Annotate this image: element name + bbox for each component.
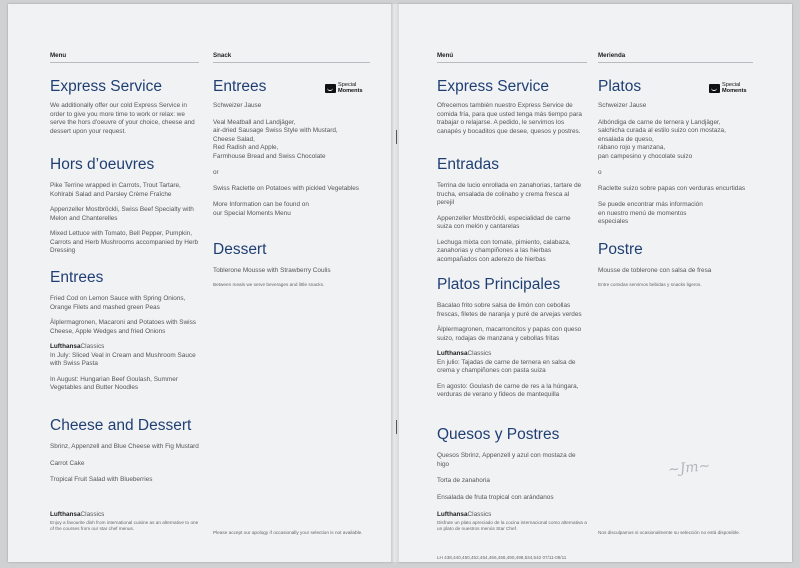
snack-note: Entre comidas servimos bebidas y snacks ligeros. — [598, 281, 702, 287]
section-postre — [598, 241, 763, 288]
column-header-menu-es: Menú — [437, 52, 454, 59]
menu-item: En agosto: Goulash de carne de res a la húngara, verduras de verano y fideos de mantequilla — [437, 382, 579, 398]
snack-more-info: More Information can be found on our Special Moments Menu — [213, 201, 309, 217]
section-snack-dessert — [213, 241, 373, 288]
section-entrees — [50, 269, 200, 393]
special-moments-badge: Special Moments — [325, 82, 363, 94]
section-express-service — [50, 78, 200, 136]
footer-classics-note-es — [437, 511, 592, 532]
menu-item: Mixed Lettuce with Tomato, Bell Pepper, Pumpkin, Carrots and Herb Mushrooms accompanied by Herb Dressing — [50, 230, 199, 254]
section-title: Express Service — [50, 78, 162, 95]
menu-item: Sbrinz, Appenzell and Blue Cheese with Fig Mustard — [50, 443, 199, 450]
section-express-service-es — [437, 78, 587, 136]
snack-line: ensalada de queso, — [598, 135, 654, 143]
snack-more-info: Se puede encontrar más información en nuestro menú de momentos especiales — [598, 201, 703, 225]
snack-or: or — [213, 169, 219, 176]
menu-item: Quesos Sbrinz, Appenzell y azul con mostaza de higo — [437, 452, 576, 468]
footer-classics-note — [50, 511, 200, 532]
menu-item: Appenzeller Mostbröckli, Swiss Beef Specialty with Melon and Chanterelles — [50, 206, 194, 222]
menu-item: Torta de zanahoria — [437, 477, 490, 484]
binding-mark — [396, 130, 401, 144]
snack-line: Red Radish and Apple, — [213, 144, 279, 151]
section-text: Ofrecemos también nuestro Express Service de comida fría, para que usted tenga más tiempo para trabajar o relajarse. A pedido, le servimos los canapés y bocaditos que desee, quesos y postres. — [437, 102, 582, 135]
menu-item: Älplermagronen, macarroncitos y papas con queso suizo, rodajas de manzana y cebollas fritas — [437, 326, 582, 342]
menu-item: In July: Sliced Veal in Cream and Mushroom Sauce with Swiss Pasta — [50, 351, 196, 367]
snack-line: salchicha curada al estilo suizo con mostaza, — [598, 127, 726, 134]
snack-line: Veal Meatball and Landjäger, — [213, 118, 296, 126]
section-entradas — [437, 156, 587, 264]
menu-item: Ensalada de fruta tropical con arándanos — [437, 493, 554, 501]
section-title: Hors d’oeuvres — [50, 156, 155, 173]
menu-item: Älplermagronen, Macaroni and Potatoes with Swiss Cheese, Apple Wedges and fried Onions — [50, 319, 196, 335]
snack-line: rábano rojo y manzana, — [598, 144, 666, 151]
footer-text: Please accept our apology if occasionally your selection is not available. — [213, 530, 363, 535]
section-quesos-postres — [437, 426, 587, 502]
section-platos — [598, 78, 763, 227]
column-header-menu: Menu — [50, 52, 67, 59]
chef-signature: ~Jm~ — [667, 457, 712, 479]
section-title: Entrees — [50, 269, 104, 286]
header-rule — [50, 62, 199, 63]
binding-gutter — [391, 4, 399, 562]
section-title: Platos Principales — [437, 276, 561, 293]
menu-item: In August: Hungarian Beef Goulash, Summer Vegetables and Butter Noodles — [50, 375, 178, 391]
footer-text: Enjoy a favourite dish from international cuisine as an alternative to one of the courses from our star chef menus. — [50, 519, 199, 531]
header-rule — [213, 62, 370, 63]
snack-alternative: Swiss Raclette on Potatoes with pickled Vegetables — [213, 184, 360, 192]
snack-line: Farmhouse Bread and Swiss Chocolate — [213, 152, 326, 160]
section-cheese-dessert — [50, 417, 200, 485]
flight-code: LH 438,440,450,452,454,456,458,490,498,534,542 07/11-08/11 — [437, 555, 567, 560]
snack-alternative: Raclette suizo sobre papas con verduras encurtidas — [598, 184, 746, 192]
snack-line: Albóndiga de carne de ternera y Landjäger, — [598, 118, 721, 126]
section-title: Express Service — [437, 78, 549, 95]
menu-item: Pike Terrine wrapped in Carrots, Trout Tartare, Kohlrabi Salad and Parsley Crème Fraîche — [50, 182, 181, 198]
special-moments-badge: Special Moments — [709, 82, 747, 94]
snack-note: Between meals we serve beverages and little snacks. — [213, 281, 325, 287]
snack-line: air-dried Sausage Swiss Style with Mustard, — [213, 127, 338, 134]
section-title: Entradas — [437, 156, 500, 173]
section-title: Dessert — [213, 241, 267, 258]
snack-line: Cheese Salad, — [213, 135, 255, 143]
menu-item: Fried Cod on Lemon Sauce with Spring Onions, Orange Filets and mashed green Peas — [50, 295, 186, 311]
snack-subtitle: Schweizer Jause — [213, 102, 262, 109]
section-hors-doeuvres — [50, 156, 200, 256]
menu-item: Toblerone Mousse with Strawberry Coulis — [213, 267, 331, 274]
header-rule — [437, 62, 587, 63]
snack-or: o — [598, 169, 602, 176]
menu-item: Tropical Fruit Salad with Blueberries — [50, 476, 153, 483]
menu-item: Terrina de lucio enrollada en zanahorias, tartare de trucha, ensalada de colinabo y crema fresca al perejil — [437, 182, 582, 206]
menu-item: Lechuga mixta con tomate, pimiento, calabaza, zanahorias y champiñones a las hierbas acompañados con aderezo de hierbas — [437, 238, 571, 263]
lufthansa-classics-label: LufthansaClassics — [437, 350, 492, 357]
section-platos-principales — [437, 276, 587, 400]
section-title: Quesos y Postres — [437, 426, 560, 443]
section-title: Platos — [598, 78, 642, 95]
lufthansa-classics-label: LufthansaClassics — [50, 511, 105, 518]
section-title: Postre — [598, 241, 643, 258]
section-title: Cheese and Dessert — [50, 417, 192, 434]
snack-footer — [213, 530, 373, 536]
snack-line: pan campesino y chocolate suizo — [598, 152, 693, 160]
menu-item: Bacalao frito sobre salsa de limón con cebollas frescas, filetes de naranja y puré de arvejas verdes — [437, 302, 582, 318]
menu-item: Carrot Cake — [50, 459, 85, 467]
binding-mark — [396, 420, 401, 434]
footer-text: Disfrute un plato apreciado de la cocina internacional como alternativa a un plato de nuestros menús Star Chef. — [437, 519, 587, 531]
snack-subtitle: Schweizer Jause — [598, 102, 647, 109]
section-title: Entrees — [213, 78, 267, 95]
lufthansa-classics-label: LufthansaClassics — [437, 511, 492, 518]
column-header-merienda: Merienda — [598, 52, 626, 59]
menu-item: En julio: Tajadas de carne de ternera en salsa de crema y champiñones con pasta suiza — [437, 358, 576, 374]
lufthansa-classics-label: LufthansaClassics — [50, 343, 105, 350]
merienda-footer — [598, 530, 768, 536]
header-rule — [598, 62, 753, 63]
column-header-snack: Snack — [213, 52, 232, 59]
footer-text: Nos disculpamos si ocasionalmente su selección no está disponible. — [598, 530, 741, 535]
menu-item: Mousse de toblerone con salsa de fresa — [598, 267, 712, 274]
menu-item: Appenzeller Mostbröckli, especialidad de carne suiza con melón y cantarelas — [437, 214, 571, 230]
section-snack-entrees — [213, 78, 373, 218]
section-text: We additionally offer our cold Express Service in order to give you more time to work or relax: we serve the hors d'oeuvre of your choice, cheese and dessert upon your request. — [50, 102, 195, 135]
